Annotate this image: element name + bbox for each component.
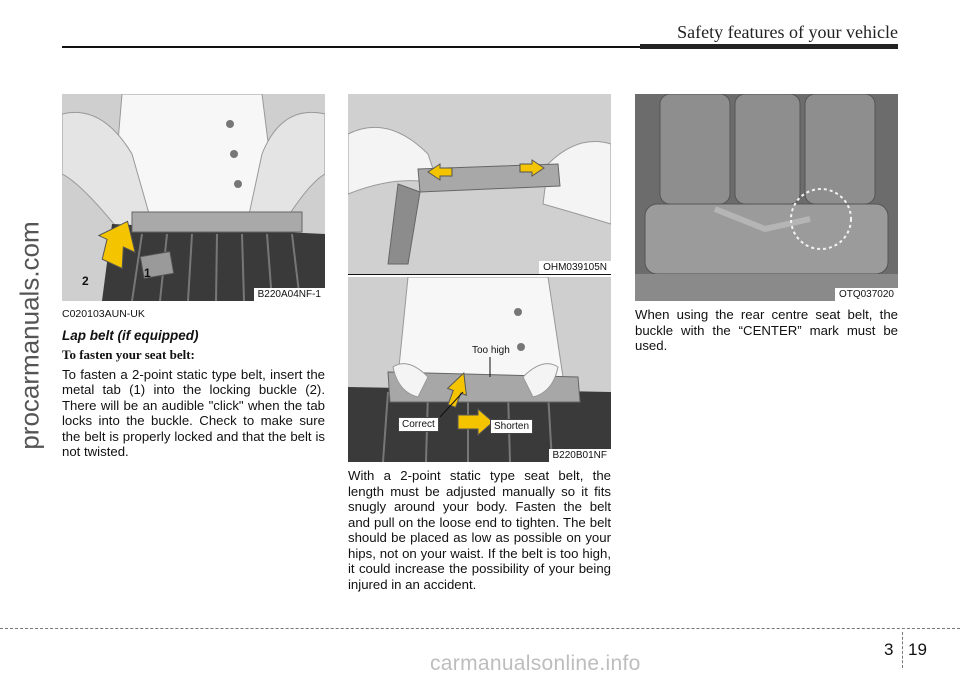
footer-rule xyxy=(0,628,960,629)
header-title: Safety features of your vehicle xyxy=(677,22,898,42)
fig3-correct: Correct xyxy=(398,417,439,432)
column-3-text xyxy=(635,307,898,354)
fig3-shorten: Shorten xyxy=(490,419,533,434)
fig3-code: B220B01NF xyxy=(549,449,611,462)
rear-seat-illustration xyxy=(635,94,898,301)
column-1-body: To fasten a 2-point static type belt, insert the metal tab (1) into the locking buckle (2). There will be an audible "click" when the tab locks into the buckle. Check to make sure the belt is properly locked and that the belt is not twisted. xyxy=(62,366,325,459)
page-chapter: 3 xyxy=(884,640,894,659)
column-2-text xyxy=(348,468,611,592)
fig1-label-1: 1 xyxy=(144,266,151,280)
column-1-text xyxy=(62,307,325,460)
figure-lap-belt xyxy=(62,94,325,301)
page-separator xyxy=(902,632,903,668)
section-subtitle: To fasten your seat belt: xyxy=(62,347,195,362)
page-number: 19 xyxy=(908,640,927,659)
fig2-code: OHM039105N xyxy=(539,261,611,274)
figure-belt-position xyxy=(348,277,611,462)
fig1-label-2: 2 xyxy=(82,274,89,288)
figure-belt-adjust xyxy=(348,94,611,274)
belt-position-illustration xyxy=(348,277,611,462)
lap-belt-illustration xyxy=(62,94,325,301)
section-code: C020103AUN-UK xyxy=(62,308,145,320)
fig4-code: OTQ037020 xyxy=(835,288,898,301)
fig3-too-high: Too high xyxy=(472,345,510,356)
header-rule-accent xyxy=(640,44,898,49)
fig2-rule xyxy=(348,274,611,275)
side-watermark xyxy=(10,175,50,495)
bottom-watermark: carmanualsonline.info xyxy=(430,652,641,675)
column-3-body: When using the rear centre seat belt, the buckle with the “CENTER” mark must be used. xyxy=(635,307,898,353)
side-watermark-text: procarmanuals.com xyxy=(14,220,45,450)
belt-adjust-illustration xyxy=(348,94,611,274)
column-2-body: With a 2-point static type seat belt, the length must be adjusted manually so it fits snugly around your body. Fasten the belt and pull on the loose end to tighten. The belt should be placed as low as possible on your hips, not on your waist. If the belt is too high, it could increase the possibility of your being injured in an accident. xyxy=(348,468,611,592)
section-title: Lap belt (if equipped) xyxy=(62,327,199,343)
figure-rear-seat xyxy=(635,94,898,301)
fig1-code: B220A04NF-1 xyxy=(254,288,325,301)
